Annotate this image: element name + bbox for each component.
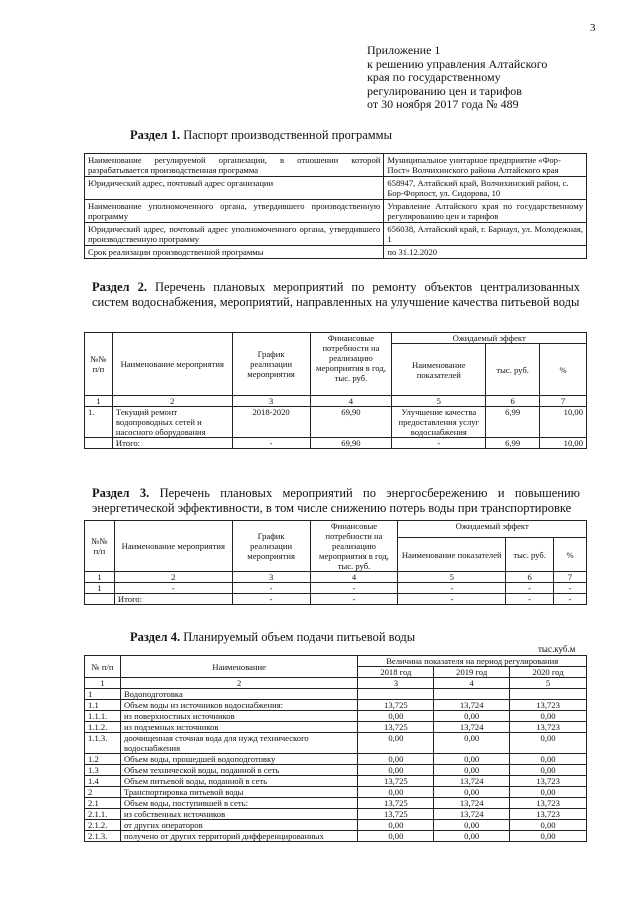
units-label: тыс.куб.м — [538, 644, 576, 654]
col-number: 4 — [310, 572, 398, 583]
cell-num: 1.1.2. — [85, 722, 121, 733]
cell-thous: 6,99 — [486, 407, 540, 438]
energy-measures-table — [84, 520, 587, 605]
cell-2018: 0,00 — [358, 787, 434, 798]
passport-label: Наименование регулируемой организации, в отношении которой разрабатывается производственная программа — [85, 154, 384, 177]
header-schedule: График реализации мероприятия — [232, 333, 310, 396]
cell-num: 2.1.1. — [85, 809, 121, 820]
header-thous: тыс. руб. — [486, 344, 540, 396]
cell-2020: 0,00 — [510, 831, 587, 842]
cell-name: получено от других территорий дифференцированных — [120, 831, 357, 842]
cell-name: Объем воды из источников водоснабжения: — [120, 700, 357, 711]
table-row — [85, 787, 587, 798]
header-indicator: Наименование показателей — [398, 538, 506, 572]
cell-2020: 13,723 — [510, 776, 587, 787]
cell-2018: 0,00 — [358, 733, 434, 754]
cell-num: 2.1 — [85, 798, 121, 809]
cell-thous: 6,99 — [486, 438, 540, 449]
table-row — [85, 809, 587, 820]
cell-indicator: - — [398, 594, 506, 605]
cell-name: из поверхностных источников — [120, 711, 357, 722]
cell-2019: 0,00 — [434, 820, 510, 831]
cell-2018: 0,00 — [358, 711, 434, 722]
cell-name: - — [114, 583, 232, 594]
cell-2020: 0,00 — [510, 711, 587, 722]
passport-value: Управление Алтайского края по государственному регулированию цен и тарифов — [384, 200, 587, 223]
cell-2019: 13,724 — [434, 722, 510, 733]
cell-name: доочищенная сточная вода для нужд технического водоснабжения — [120, 733, 357, 754]
table-header-row — [85, 333, 587, 344]
repair-measures-table — [84, 332, 587, 449]
cell-2020: 13,723 — [510, 798, 587, 809]
cell-name: Текущий ремонт водопроводных сетей и насосного оборудования — [112, 407, 232, 438]
cell-indicator: Улучшение качества предоставления услуг водоснабжения — [392, 407, 486, 438]
table-row — [85, 798, 587, 809]
col-number: 2 — [112, 396, 232, 407]
table-row — [85, 154, 587, 177]
appendix-header — [367, 44, 547, 112]
table-header-row — [85, 521, 587, 538]
col-number: 6 — [506, 572, 554, 583]
cell-2018: 0,00 — [358, 765, 434, 776]
cell-name: Итого: — [114, 594, 232, 605]
cell-thous: - — [506, 594, 554, 605]
table-row — [85, 733, 587, 754]
header-thous: тыс. руб. — [506, 538, 554, 572]
cell-name: Объем технической воды, поданной в сеть — [120, 765, 357, 776]
cell-num: 1.1 — [85, 700, 121, 711]
appendix-line: от 30 ноября 2017 года № 489 — [367, 97, 519, 111]
table-row — [85, 246, 587, 259]
section4-label: Раздел 4. — [130, 630, 181, 644]
col-number: 1 — [85, 396, 113, 407]
cell-2019 — [434, 689, 510, 700]
col-number: 2 — [114, 572, 232, 583]
col-number: 7 — [554, 572, 587, 583]
appendix-line: регулированию цен и тарифов — [367, 83, 522, 98]
cell-name: Итого: — [112, 438, 232, 449]
passport-value: по 31.12.2020 — [384, 246, 587, 259]
cell-schedule: - — [232, 594, 310, 605]
cell-finance: - — [310, 583, 398, 594]
cell-num — [85, 438, 113, 449]
table-header-row — [85, 656, 587, 667]
cell-finance: 69,90 — [310, 438, 392, 449]
header-pct: % — [540, 344, 587, 396]
header-num: №№ п/п — [85, 333, 113, 396]
cell-name: из подземных источников — [120, 722, 357, 733]
cell-2018: 13,725 — [358, 809, 434, 820]
cell-name: из собственных источников — [120, 809, 357, 820]
cell-2019: 13,724 — [434, 700, 510, 711]
cell-name: Водоподготовка — [120, 689, 357, 700]
cell-2020: 13,723 — [510, 700, 587, 711]
passport-label: Наименование уполномоченного органа, утвердившего производственную программу — [85, 200, 384, 223]
col-number: 7 — [540, 396, 587, 407]
cell-2019: 0,00 — [434, 765, 510, 776]
column-number-row — [85, 572, 587, 583]
cell-num: 2.1.3. — [85, 831, 121, 842]
cell-num: 1.2 — [85, 754, 121, 765]
cell-2020: 13,723 — [510, 722, 587, 733]
cell-indicator: - — [392, 438, 486, 449]
header-finance: Финансовые потребности на реализацию мероприятия в год, тыс. руб. — [310, 333, 392, 396]
header-pct: % — [554, 538, 587, 572]
table-row — [85, 223, 587, 246]
section4-title-text: Планируемый объем подачи питьевой воды — [180, 630, 416, 644]
cell-name: Объем воды, прошедшей водоподготовку — [120, 754, 357, 765]
cell-2020: 13,723 — [510, 809, 587, 820]
table-row — [85, 438, 587, 449]
section3-title — [92, 486, 580, 516]
water-volume-rows — [85, 689, 587, 842]
passport-label: Юридический адрес, почтовый адрес уполномоченного органа, утвердившего производственную программу — [85, 223, 384, 246]
table-row — [85, 407, 587, 438]
table-row — [85, 820, 587, 831]
section1-title — [130, 128, 392, 143]
cell-num: 1. — [85, 407, 113, 438]
table-row — [85, 711, 587, 722]
col-number: 3 — [232, 572, 310, 583]
header-effect: Ожидаемый эффект — [398, 521, 587, 538]
cell-schedule: 2018-2020 — [232, 407, 310, 438]
cell-pct: 10,00 — [540, 438, 587, 449]
cell-finance: - — [310, 594, 398, 605]
cell-2018: 13,725 — [358, 722, 434, 733]
passport-table — [84, 153, 587, 259]
col-number: 1 — [85, 678, 121, 689]
table-row — [85, 700, 587, 711]
column-number-row — [85, 678, 587, 689]
cell-thous: - — [506, 583, 554, 594]
column-number-row — [85, 396, 587, 407]
cell-num: 1 — [85, 583, 115, 594]
cell-2018: 13,725 — [358, 776, 434, 787]
header-finance: Финансовые потребности на реализацию мероприятия в год, тыс. руб. — [310, 521, 398, 572]
header-name: Наименование мероприятия — [112, 333, 232, 396]
cell-num: 2 — [85, 787, 121, 798]
page-number: 3 — [590, 22, 596, 34]
cell-2020: 0,00 — [510, 733, 587, 754]
appendix-line: края по государственному — [367, 70, 501, 84]
cell-pct: - — [554, 594, 587, 605]
header-schedule: График реализации мероприятия — [232, 521, 310, 572]
cell-num: 1.1.3. — [85, 733, 121, 754]
col-number: 6 — [486, 396, 540, 407]
passport-label: Юридический адрес, почтовый адрес организации — [85, 177, 384, 200]
cell-schedule: - — [232, 583, 310, 594]
cell-indicator: - — [398, 583, 506, 594]
table-row — [85, 765, 587, 776]
cell-2019: 13,724 — [434, 798, 510, 809]
cell-num: 1.1.1. — [85, 711, 121, 722]
section1-title-text: Паспорт производственной программы — [180, 128, 392, 142]
header-2018: 2018 год — [358, 667, 434, 678]
section2-label: Раздел 2. — [92, 280, 147, 294]
cell-2019: 0,00 — [434, 711, 510, 722]
cell-2019: 13,724 — [434, 809, 510, 820]
header-2019: 2019 год — [434, 667, 510, 678]
header-indicator: Наименование показателей — [392, 344, 486, 396]
cell-2020: 0,00 — [510, 787, 587, 798]
cell-2018 — [358, 689, 434, 700]
section4-title — [130, 630, 415, 645]
cell-2020: 0,00 — [510, 754, 587, 765]
water-volume-table — [84, 655, 587, 842]
table-row — [85, 776, 587, 787]
cell-2018: 0,00 — [358, 754, 434, 765]
passport-value: 658947, Алтайский край, Волчихинский район, с. Бор-Форпост, ул. Сидорова, 10 — [384, 177, 587, 200]
cell-2020 — [510, 689, 587, 700]
appendix-line: Приложение 1 — [367, 43, 441, 57]
header-num: № п/п — [85, 656, 121, 678]
cell-name: Транспортировка питьевой воды — [120, 787, 357, 798]
appendix-line: к решению управления Алтайского — [367, 56, 548, 71]
col-number: 4 — [310, 396, 392, 407]
cell-2019: 0,00 — [434, 733, 510, 754]
header-2020: 2020 год — [510, 667, 587, 678]
table-row — [85, 594, 587, 605]
section2-title — [92, 280, 580, 310]
cell-2018: 0,00 — [358, 831, 434, 842]
cell-name: Объем воды, поступившей в сеть: — [120, 798, 357, 809]
table-row — [85, 177, 587, 200]
cell-finance: 69,90 — [310, 407, 392, 438]
cell-num: 1.4 — [85, 776, 121, 787]
header-num: №№ п/п — [85, 521, 115, 572]
cell-2019: 13,724 — [434, 776, 510, 787]
col-number: 1 — [85, 572, 115, 583]
col-number: 5 — [392, 396, 486, 407]
table-row — [85, 583, 587, 594]
cell-2018: 13,725 — [358, 700, 434, 711]
cell-2019: 0,00 — [434, 831, 510, 842]
col-number: 5 — [510, 678, 587, 689]
passport-value: 656038, Алтайский край, г. Барнаул, ул. Молодежная, 1 — [384, 223, 587, 246]
col-number: 3 — [358, 678, 434, 689]
cell-num: 1.3 — [85, 765, 121, 776]
table-row — [85, 689, 587, 700]
cell-2020: 0,00 — [510, 820, 587, 831]
cell-2019: 0,00 — [434, 787, 510, 798]
col-number: 3 — [232, 396, 310, 407]
cell-2018: 13,725 — [358, 798, 434, 809]
cell-num: 2.1.2. — [85, 820, 121, 831]
table-row — [85, 722, 587, 733]
header-period: Величина показателя на период регулирования — [358, 656, 587, 667]
passport-value: Муниципальное унитарное предприятие «Фор-Пост» Волчихинского района Алтайского края — [384, 154, 587, 177]
cell-num: 1 — [85, 689, 121, 700]
table-row — [85, 200, 587, 223]
cell-schedule: - — [232, 438, 310, 449]
section3-label: Раздел 3. — [92, 486, 150, 500]
passport-label: Срок реализации производственной программы — [85, 246, 384, 259]
cell-2018: 0,00 — [358, 820, 434, 831]
header-effect: Ожидаемый эффект — [392, 333, 587, 344]
section1-label: Раздел 1. — [130, 128, 181, 142]
header-name: Наименование мероприятия — [114, 521, 232, 572]
cell-2019: 0,00 — [434, 754, 510, 765]
cell-2020: 0,00 — [510, 765, 587, 776]
section2-title-text: Перечень плановых мероприятий по ремонту объектов централизованных систем водоснабжения, мероприятий, направленных на улучшение качества питьевой воды — [92, 280, 580, 309]
col-number: 4 — [434, 678, 510, 689]
cell-num — [85, 594, 115, 605]
table-row — [85, 754, 587, 765]
cell-name: Объем питьевой воды, поданной в сеть — [120, 776, 357, 787]
cell-pct: 10,00 — [540, 407, 587, 438]
header-name: Наименование — [120, 656, 357, 678]
section3-title-text: Перечень плановых мероприятий по энергосбережению и повышению энергетической эффективности, в том числе снижению потерь воды при транспортировке — [92, 486, 580, 515]
col-number: 5 — [398, 572, 506, 583]
cell-name: от других операторов — [120, 820, 357, 831]
cell-pct: - — [554, 583, 587, 594]
col-number: 2 — [120, 678, 357, 689]
table-row — [85, 831, 587, 842]
